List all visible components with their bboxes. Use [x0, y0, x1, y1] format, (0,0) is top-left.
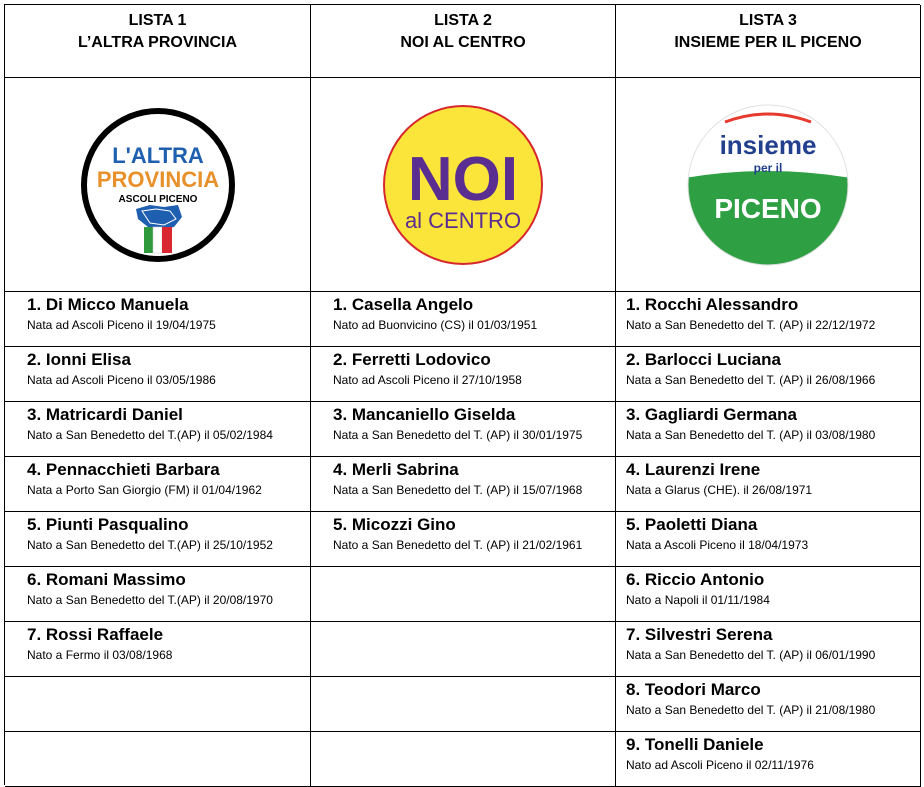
list-2-candidate-4 [311, 457, 616, 512]
candidate-name: 7. Rossi Raffaele [27, 625, 164, 644]
list-3-candidate-3 [616, 402, 921, 457]
candidate-birth-info: Nato ad Ascoli Piceno il 27/10/1958 [333, 373, 522, 387]
candidate-birth-info: Nato a Fermo il 03/08/1968 [27, 648, 173, 662]
candidate-birth-info: Nata a San Benedetto del T. (AP) il 03/08/1980 [626, 428, 876, 442]
candidate-lists-table [4, 4, 920, 785]
list-2-candidate-5 [311, 512, 616, 567]
list-3-candidate-2 [616, 347, 921, 402]
list-2-empty-row-7 [311, 622, 616, 677]
list-2-name: NOI AL CENTRO [400, 34, 526, 51]
altra-logo-line1: L'ALTRA [111, 142, 204, 168]
candidate-name: 5. Micozzi Gino [333, 515, 456, 534]
list-1-candidate-3 [5, 402, 311, 457]
candidate-birth-info: Nato a San Benedetto del T. (AP) il 21/02/1961 [333, 538, 583, 552]
list-1-candidate-7 [5, 622, 311, 677]
list-1-candidate-2 [5, 347, 311, 402]
insieme-piceno-logo [685, 102, 851, 268]
candidate-name: 4. Pennacchieti Barbara [27, 460, 220, 479]
candidate-name: 2. Ionni Elisa [27, 350, 131, 369]
list-2-candidate-2 [311, 347, 616, 402]
candidate-birth-info: Nata a San Benedetto del T. (AP) il 26/08/1966 [626, 373, 876, 387]
list-2-empty-row-8 [311, 677, 616, 732]
candidate-name: 1. Rocchi Alessandro [626, 295, 799, 314]
insieme-logo-line2: per il [753, 160, 783, 175]
candidate-name: 3. Gagliardi Germana [626, 405, 798, 424]
list-1-empty-row-8 [5, 677, 311, 732]
list-1-empty-row-9 [5, 732, 311, 787]
candidate-birth-info: Nato a San Benedetto del T.(AP) il 05/02/1984 [27, 428, 273, 442]
candidate-name: 1. Casella Angelo [333, 295, 474, 314]
list-1-logo-cell [5, 78, 311, 292]
noi-al-centro-logo [380, 102, 546, 268]
candidate-birth-info: Nata a San Benedetto del T. (AP) il 06/01/1990 [626, 648, 876, 662]
candidate-name: 6. Romani Massimo [27, 570, 186, 589]
candidate-name: 3. Mancaniello Giselda [333, 405, 516, 424]
candidate-birth-info: Nato a San Benedetto del T.(AP) il 25/10/1952 [27, 538, 273, 552]
list-2-logo-cell [311, 78, 616, 292]
list-1-candidate-1 [5, 292, 311, 347]
candidate-birth-info: Nato ad Ascoli Piceno il 02/11/1976 [626, 758, 814, 772]
list-3-candidate-9 [616, 732, 921, 787]
list-3-name: INSIEME PER IL PICENO [674, 34, 862, 51]
list-3-header [616, 5, 921, 78]
list-3-candidate-8 [616, 677, 921, 732]
list-3-number: LISTA 3 [739, 12, 797, 29]
list-1-candidate-6 [5, 567, 311, 622]
insieme-logo-line1: insieme [719, 129, 817, 160]
candidate-name: 4. Merli Sabrina [333, 460, 459, 479]
candidate-name: 3. Matricardi Daniel [27, 405, 183, 424]
italian-flag-icon [144, 227, 172, 253]
candidate-birth-info: Nato a San Benedetto del T. (AP) il 21/08/1980 [626, 703, 876, 717]
candidate-birth-info: Nata a Ascoli Piceno il 18/04/1973 [626, 538, 809, 552]
list-3-candidate-5 [616, 512, 921, 567]
candidate-name: 5. Paoletti Diana [626, 515, 758, 534]
candidate-birth-info: Nata ad Ascoli Piceno il 19/04/1975 [27, 318, 216, 332]
list-2-candidate-3 [311, 402, 616, 457]
list-1-header [5, 5, 311, 78]
candidate-birth-info: Nato a San Benedetto del T.(AP) il 20/08/1970 [27, 593, 273, 607]
list-2-header [311, 5, 616, 78]
noi-logo-line1: NOI [407, 144, 519, 214]
altra-logo-line2: PROVINCIA [96, 166, 219, 192]
candidate-birth-info: Nata a Porto San Giorgio (FM) il 01/04/1962 [27, 483, 262, 497]
candidate-name: 6. Riccio Antonio [626, 570, 765, 589]
list-1-candidate-5 [5, 512, 311, 567]
candidate-birth-info: Nata a Glarus (CHE). il 26/08/1971 [626, 483, 813, 497]
list-2-empty-row-6 [311, 567, 616, 622]
candidate-birth-info: Nata ad Ascoli Piceno il 03/05/1986 [27, 373, 216, 387]
list-3-logo-cell [616, 78, 921, 292]
altra-logo-subtitle: ASCOLI PICENO [118, 193, 197, 205]
candidate-birth-info: Nato ad Buonvicino (CS) il 01/03/1951 [333, 318, 538, 332]
candidate-name: 2. Barlocci Luciana [626, 350, 781, 369]
candidate-birth-info: Nata a San Benedetto del T. (AP) il 30/01/1975 [333, 428, 583, 442]
list-3-candidate-4 [616, 457, 921, 512]
candidate-name: 5. Piunti Pasqualino [27, 515, 189, 534]
insieme-logo-line3: PICENO [714, 192, 822, 224]
list-1-number: LISTA 1 [128, 12, 187, 29]
list-2-candidate-1 [311, 292, 616, 347]
list-1-name: L’ALTRA PROVINCIA [77, 34, 238, 51]
candidate-name: 4. Laurenzi Irene [626, 460, 761, 479]
list-2-number: LISTA 2 [434, 12, 492, 29]
noi-logo-line2: al CENTRO [404, 207, 522, 233]
list-2-empty-row-9 [311, 732, 616, 787]
candidate-birth-info: Nata a San Benedetto del T. (AP) il 15/07/1968 [333, 483, 583, 497]
candidate-name: 8. Teodori Marco [626, 680, 761, 699]
list-3-candidate-6 [616, 567, 921, 622]
candidate-birth-info: Nato a Napoli il 01/11/1984 [626, 593, 770, 607]
candidate-name: 1. Di Micco Manuela [27, 295, 189, 314]
candidate-name: 9. Tonelli Daniele [626, 735, 764, 754]
candidate-name: 7. Silvestri Serena [626, 625, 773, 644]
altra-provincia-logo [78, 105, 238, 265]
list-3-candidate-7 [616, 622, 921, 677]
candidate-name: 2. Ferretti Lodovico [333, 350, 491, 369]
list-1-candidate-4 [5, 457, 311, 512]
candidate-birth-info: Nato a San Benedetto del T. (AP) il 22/12/1972 [626, 318, 876, 332]
list-3-candidate-1 [616, 292, 921, 347]
